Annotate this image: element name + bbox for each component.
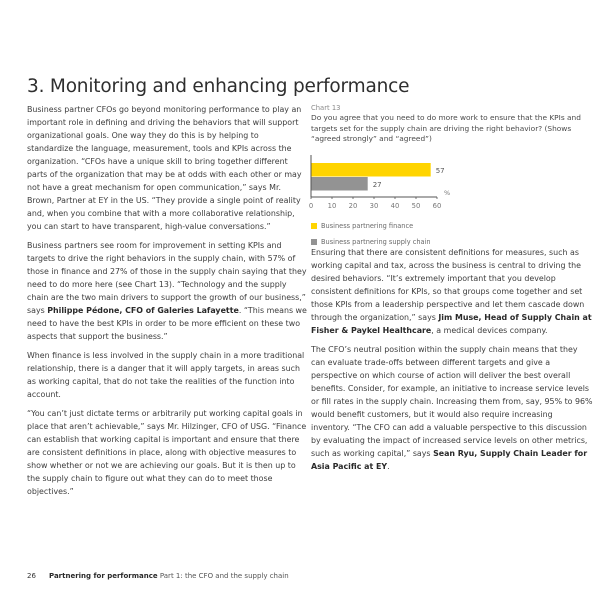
text-run: . — [387, 462, 390, 471]
text-run: Business partner CFOs go beyond monitoring performance to play an important role in defining and driving the behaviors that will support organizational goals. One way they do this is by helping to standardize the language, measurement, tools and KPIs across the organization. “CFOs have a unique skill to bring together different parts of the organization that may be at odds with each other or may not have a great mechanism for open communication,” says Mr. Brown, Partner at EY in the US. “They provide a single point of reality and, when you combine that with a more collaborative relationship, you can start to have transparent, high-value conversations.” — [27, 105, 302, 231]
chart-question: Do you agree that you need to do more work to ensure that the KPIs and targets set for the supply chain are driving the right behavior? (Shows “agreed strongly” and “agreed”) — [311, 113, 581, 143]
text-run: “You can’t just dictate terms or arbitrarily put working capital goals in place that aren’t achievable,” says Mr. Hilzinger, CFO of USG. “Finance can establish that working capital is important and ensure that there are consistent definitions in place, along with objective measures to show whether or not we are achieving our goals. But it is then up to the supply chain to figure out what they can do to meet those objectives.” — [27, 409, 307, 496]
text-run: Ensuring that there are consistent definitions for measures, such as working capital and tax, across the business is central to driving the desired behaviors. “It’s extremely important that you develop consistent definitions for KPIs, so that groups come together and set those KPIs from a leadership perspective and let them cascade down through the organization,” says — [311, 248, 585, 322]
x-tick-label: 0 — [308, 202, 314, 210]
legend-item-supply-chain — [311, 238, 431, 246]
bar-1 — [311, 177, 368, 191]
bar-chart — [300, 150, 460, 218]
section-subtitle: Part 1: the CFO and the supply chain — [157, 572, 289, 580]
chart-label: Chart 13 — [311, 104, 341, 112]
paragraph — [27, 103, 307, 233]
text-run: The CFO’s neutral position within the supply chain means that they can evaluate trade-offs between different targets and give a perspective on which course of action will deliver the best overall benefits. Consider, for example, an initiative to increase service levels or fill rates in the supply chain. Increasing them from, say, 95% to 96% would benefit customers, but it would also require increasing inventory. “The CFO can add a valuable perspective to this discussion by evaluating the impact of increased service levels on other metrics, such as working capital,” says — [311, 345, 593, 458]
paragraph — [311, 246, 593, 337]
right-column — [311, 246, 593, 479]
bar-0 — [311, 163, 431, 177]
text-run: . “This means we need to have the best KPIs in order to be more efficient on these two aspects that support the business.” — [27, 306, 307, 341]
legend-swatch-finance — [311, 223, 317, 229]
section-title: 3. Monitoring and enhancing performance — [27, 76, 410, 97]
paragraph — [27, 407, 307, 498]
x-tick-label: 40 — [390, 202, 400, 210]
data-label-1: 27 — [372, 181, 382, 189]
page-number: 26 — [27, 572, 36, 580]
publication-title: Partnering for performance — [49, 572, 158, 580]
x-tick-label: 50 — [411, 202, 421, 210]
attribution: Philippe Pédone, CFO of Galeries Lafayette — [47, 306, 239, 315]
paragraph — [27, 239, 307, 343]
text-run: Business partners see room for improvement in setting KPIs and targets to drive the right behaviors in the supply chain, with 57% of those in finance and 27% of those in the supply chain saying that they need to do more here (see Chart 13). “Technology and the supply chain are the two main drivers to support the growth of our business,” says — [27, 241, 307, 315]
data-label-0: 57 — [435, 167, 445, 175]
attribution: Jim Muse, Head of Supply Chain at Fisher & Paykel Healthcare — [311, 313, 592, 335]
left-column — [27, 103, 307, 504]
x-tick-label: 30 — [369, 202, 379, 210]
text-run: When finance is less involved in the supply chain in a more traditional relationship, there is a danger that it will apply targets, in areas such as working capital, that do not take the realities of the function into account. — [27, 351, 305, 399]
page-footer — [27, 572, 289, 580]
legend-swatch-supply-chain — [311, 239, 317, 245]
legend-item-finance — [311, 222, 413, 230]
x-tick-label: 10 — [327, 202, 337, 210]
legend-label-supply-chain: Business partnering supply chain — [321, 238, 431, 246]
x-axis-unit: % — [444, 189, 451, 197]
text-run: , a medical devices company. — [431, 326, 548, 335]
x-tick-label: 20 — [348, 202, 358, 210]
legend-label-finance: Business partnering finance — [321, 222, 414, 230]
attribution: Sean Ryu, Supply Chain Leader for Asia Pacific at EY — [311, 449, 588, 471]
paragraph — [27, 349, 307, 401]
paragraph — [311, 343, 593, 473]
x-tick-label: 60 — [432, 202, 442, 210]
